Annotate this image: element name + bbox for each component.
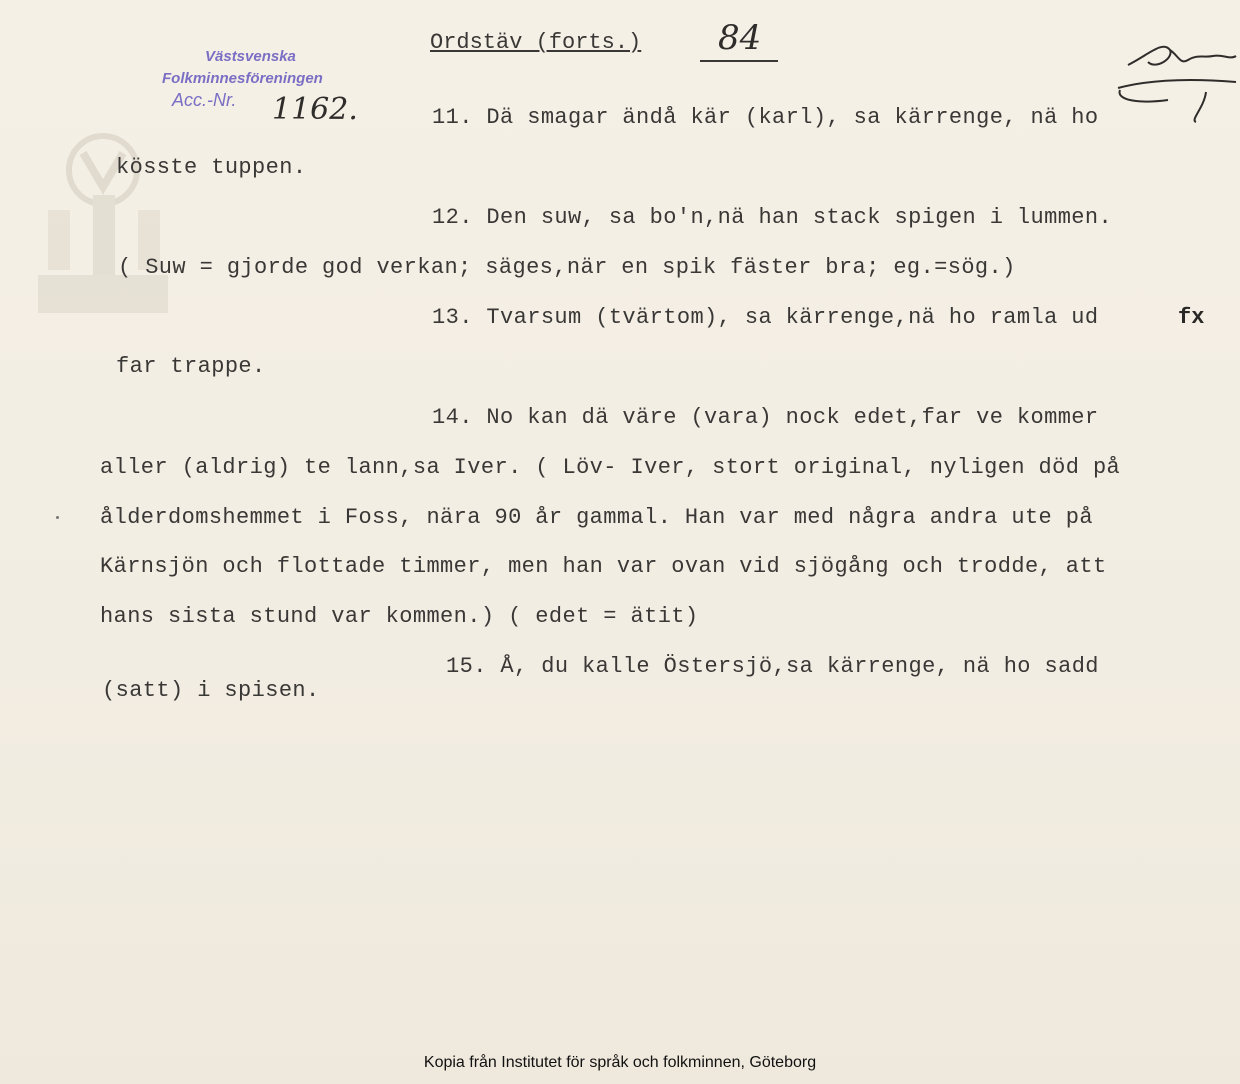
text-line-4: ( Suw = gjorde god verkan; säges,när en spik fäster bra; eg.=sög.) [118,255,1016,280]
text-line-13: (satt) i spisen. [102,678,320,703]
text-line-7: 14. No kan dä väre (vara) nock edet,far ve kommer [432,405,1099,430]
accession-number: 1162. [272,92,358,127]
page-title: Ordstäv (forts.) [430,30,642,55]
watermark-emblem-icon [38,125,168,315]
struck-out-text: fx [1178,305,1205,330]
copy-notice-footer: Kopia från Institutet för språk och folkminnen, Göteborg [423,1054,817,1071]
text-line-12: 15. Å, du kalle Östersjö,sa kärrenge, nä ho sadd [446,654,1099,679]
text-line-6: far trappe. [116,354,266,379]
text-line-8: aller (aldrig) te lann,sa Iver. ( Löv- Iver, stort original, nyligen död på [100,455,1121,480]
text-line-11: hans sista stund var kommen.) ( edet = ätit) [100,604,699,629]
page-number: 84 [718,18,762,58]
handwritten-signature-icon [1108,30,1238,130]
text-line-3: 12. Den suw, sa bo'n,nä han stack spigen i lummen. [432,205,1113,230]
text-line-5: 13. Tvarsum (tvärtom), sa kärrenge,nä ho ramla ud [432,305,1099,330]
page-number-underline [700,60,778,62]
archive-stamp-line2: Folkminnesföreningen [162,70,323,87]
archive-stamp-line1: Västsvenska [205,48,296,65]
text-line-1: 11. Dä smagar ändå kär (karl), sa kärrenge, nä ho [432,105,1099,130]
text-line-10: Kärnsjön och flottade timmer, men han var ovan vid sjögång och trodde, att [100,554,1107,579]
archive-stamp-acc-label: Acc.-Nr. [172,90,237,110]
ink-speck [56,516,59,519]
text-line-9: ålderdomshemmet i Foss, nära 90 år gammal. Han var med några andra ute på [100,505,1093,530]
text-line-2: kösste tuppen. [116,155,307,180]
